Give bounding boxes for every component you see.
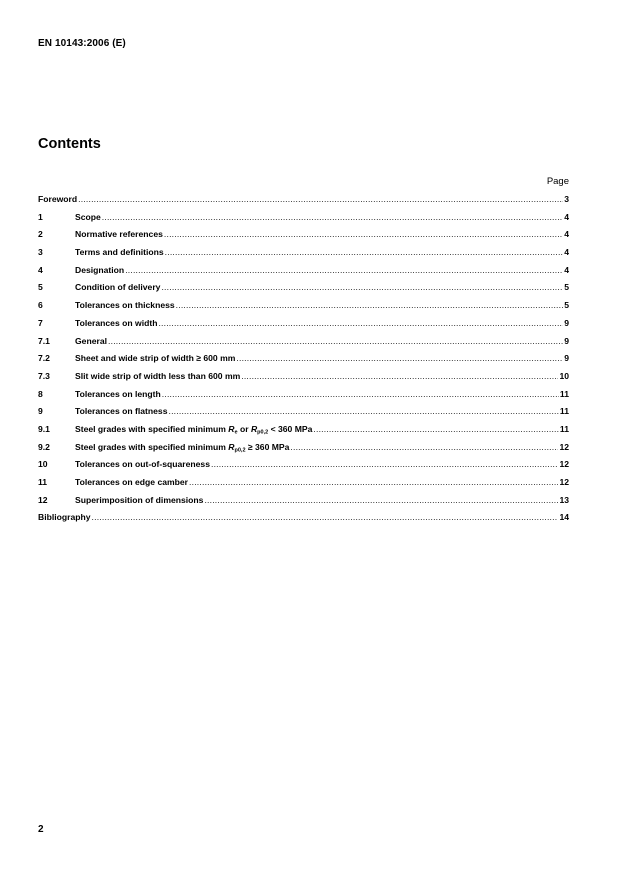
toc-entry-title: Slit wide strip of width less than 600 mm — [75, 370, 241, 381]
toc-leader-dots — [211, 459, 558, 469]
toc-entry-title: Tolerances on edge camber — [75, 477, 189, 487]
toc-entry-title: Tolerances on out-of-squareness — [75, 459, 210, 470]
page-number: 2 — [38, 824, 44, 835]
toc-entry-page: 9 — [564, 335, 569, 346]
subscript-p02: p0,2 — [234, 447, 246, 454]
toc-entry-title: Tolerances on thickness — [75, 300, 175, 311]
toc-entry-title: Scope — [75, 211, 101, 222]
toc-leader-dots — [169, 406, 559, 416]
toc-entry-title: Sheet and wide strip of width ≥ 600 mm — [75, 353, 236, 364]
toc-entry-number: 7.1 — [38, 335, 50, 346]
toc-leader-dots — [189, 477, 558, 487]
toc-entry-title: Superimposition of dimensions — [75, 494, 204, 505]
toc-entry-4[interactable] — [38, 265, 569, 283]
toc-entry-number: 5 — [38, 282, 43, 293]
toc-entry-page: 14 — [559, 512, 569, 523]
toc-entry-title: Bibliography — [38, 512, 91, 523]
toc-leader-dots — [164, 229, 563, 239]
toc-entry-7-3[interactable] — [38, 371, 569, 389]
toc-entry-title: Tolerances on flatness — [75, 406, 168, 417]
toc-leader-dots — [108, 336, 563, 346]
toc-leader-dots — [161, 282, 563, 292]
toc-entry-foreword[interactable] — [38, 194, 569, 212]
toc-entry-3[interactable] — [38, 247, 569, 265]
toc-entry-page: 11 — [559, 423, 569, 434]
toc-leader-dots — [92, 512, 559, 522]
toc-entry-page: 4 — [564, 211, 569, 222]
toc-leader-dots — [236, 353, 563, 363]
toc-entry-number: 11 — [38, 477, 48, 487]
toc-entry-page: 11 — [559, 406, 569, 417]
toc-entry-12[interactable] — [38, 495, 569, 513]
toc-entry-7-2[interactable] — [38, 353, 569, 371]
toc-entry-page: 4 — [564, 229, 569, 240]
toc-entry-9-2[interactable] — [38, 442, 569, 460]
toc-entry-bibliography[interactable] — [38, 512, 569, 530]
toc-entry-number: 7.2 — [38, 353, 50, 364]
toc-entry-number: 2 — [38, 229, 43, 240]
toc-leader-dots — [78, 194, 563, 204]
toc-entry-title: Condition of delivery — [75, 282, 161, 293]
toc-entry-page: 9 — [564, 317, 569, 328]
toc-entry-number: 9 — [38, 406, 43, 417]
toc-entry-1[interactable] — [38, 212, 569, 230]
toc-entry-title: General — [75, 335, 108, 346]
toc-entry-10[interactable] — [38, 459, 569, 477]
toc-leader-dots — [313, 424, 559, 434]
subscript-e: e — [234, 429, 238, 436]
toc-entry-2[interactable] — [38, 229, 569, 247]
toc-leader-dots — [204, 495, 558, 505]
toc-entry-number: 3 — [38, 247, 43, 258]
toc-leader-dots — [290, 442, 558, 452]
toc-entry-page: 13 — [559, 494, 569, 505]
toc-entry-8[interactable] — [38, 389, 569, 407]
symbol-r: R — [228, 423, 235, 434]
toc-entry-title: Designation — [75, 264, 125, 275]
toc-leader-dots — [102, 212, 563, 222]
toc-entry-number: 8 — [38, 388, 43, 399]
toc-entry-title — [75, 442, 289, 452]
toc-entry-page: 4 — [564, 264, 569, 275]
toc-entry-number: 10 — [38, 459, 48, 470]
toc-entry-title: Normative references — [75, 229, 163, 240]
toc-entry-page: 12 — [559, 477, 569, 487]
toc-entry-11[interactable] — [38, 477, 569, 495]
toc-entry-7-1[interactable] — [38, 336, 569, 354]
title-text: Steel grades with specified minimum — [75, 423, 229, 434]
toc-entry-9-1[interactable] — [38, 424, 569, 442]
symbol-r: R — [228, 441, 235, 452]
toc-entry-title: Tolerances on width — [75, 317, 158, 328]
toc-entry-page: 5 — [564, 282, 569, 293]
toc-entry-title: Foreword — [38, 194, 78, 204]
toc-leader-dots — [176, 300, 564, 310]
title-text: or — [237, 423, 251, 434]
toc-entry-page: 4 — [564, 247, 569, 258]
subscript-p02: p0,2 — [257, 429, 269, 436]
toc-leader-dots — [162, 389, 559, 399]
toc-entry-title — [75, 424, 312, 434]
toc-entry-number: 1 — [38, 211, 43, 222]
toc-entry-number: 7.3 — [38, 370, 50, 381]
toc-entry-page: 12 — [559, 441, 569, 452]
document-id-header: EN 10143:2006 (E) — [38, 38, 126, 49]
table-of-contents — [38, 194, 569, 530]
toc-entry-page: 3 — [564, 194, 569, 204]
toc-entry-page: 12 — [559, 459, 569, 470]
toc-entry-number: 6 — [38, 300, 43, 311]
toc-leader-dots — [125, 265, 563, 275]
page-title: Contents — [38, 136, 101, 152]
page-column-label: Page — [546, 176, 569, 187]
toc-entry-page: 9 — [564, 353, 569, 364]
toc-entry-6[interactable] — [38, 300, 569, 318]
toc-entry-page: 10 — [559, 370, 569, 381]
toc-entry-title: Tolerances on length — [75, 388, 161, 399]
toc-entry-number: 7 — [38, 317, 43, 328]
toc-entry-9[interactable] — [38, 406, 569, 424]
title-text: Steel grades with specified minimum — [75, 441, 229, 452]
toc-entry-page: 5 — [564, 300, 569, 311]
toc-entry-number: 9.1 — [38, 423, 50, 434]
symbol-r: R — [250, 423, 258, 434]
title-text: ≥ 360 MPa — [245, 441, 290, 452]
toc-entry-number: 9.2 — [38, 441, 50, 452]
toc-leader-dots — [165, 247, 564, 257]
toc-entry-title: Terms and definitions — [75, 247, 164, 258]
toc-entry-7[interactable] — [38, 318, 569, 336]
toc-entry-number: 12 — [38, 494, 48, 505]
toc-entry-number: 4 — [38, 264, 43, 275]
toc-entry-page: 11 — [559, 388, 569, 399]
toc-leader-dots — [241, 371, 558, 381]
title-text: < 360 MPa — [268, 423, 313, 434]
toc-leader-dots — [158, 318, 563, 328]
toc-entry-5[interactable] — [38, 282, 569, 300]
